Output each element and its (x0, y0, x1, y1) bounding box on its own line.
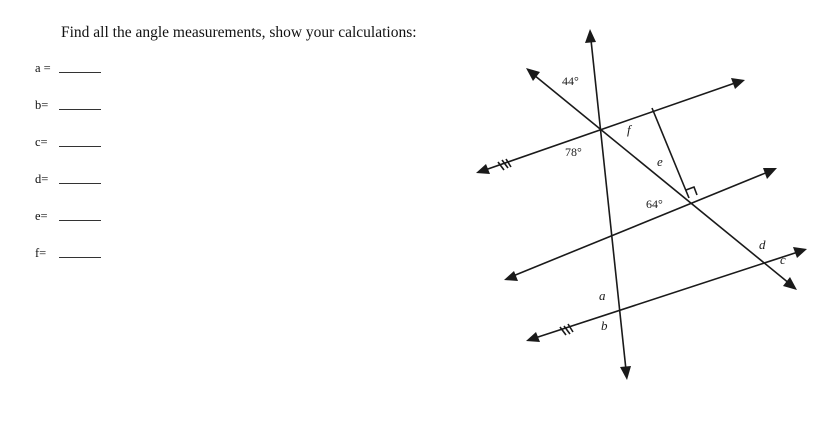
answer-label-b: b= (35, 98, 49, 112)
arrowhead-upper-right (731, 78, 745, 89)
answer-label-d: d= (35, 172, 49, 186)
var-label-a: a (599, 288, 606, 303)
arrowhead-vertical-top (585, 29, 596, 43)
perpendicular-segment (652, 108, 689, 198)
arrowhead-middle-left (504, 271, 518, 281)
angle-label-64: 64° (646, 197, 663, 211)
vertical-transversal (591, 40, 626, 370)
arrowhead-middle-right (763, 168, 777, 179)
var-label-b: b (601, 318, 608, 333)
angle-label-78: 78° (565, 145, 582, 159)
arrowhead-upper-left (476, 164, 490, 174)
var-label-f: f (627, 122, 631, 137)
instruction-text: Find all the angle measurements, show your calculations: (61, 24, 417, 41)
angle-label-44: 44° (562, 74, 579, 88)
parallel-marks-upper (498, 159, 511, 170)
answer-label-c: c= (35, 135, 48, 149)
arrowhead-vertical-bottom (620, 366, 631, 380)
var-label-e: e (657, 154, 663, 169)
answer-label-e: e= (35, 209, 48, 223)
arrowhead-lower-right (793, 247, 807, 258)
arrowhead-diagonal-bottom (783, 277, 797, 290)
var-label-c: c (780, 252, 786, 267)
arrowhead-lower-left (526, 332, 540, 342)
middle-line (513, 172, 768, 276)
parallel-line-lower (535, 252, 798, 338)
parallel-line-upper (485, 83, 735, 170)
answer-label-a: a = (35, 61, 51, 75)
answer-label-f: f= (35, 246, 47, 260)
var-label-d: d (759, 237, 766, 252)
